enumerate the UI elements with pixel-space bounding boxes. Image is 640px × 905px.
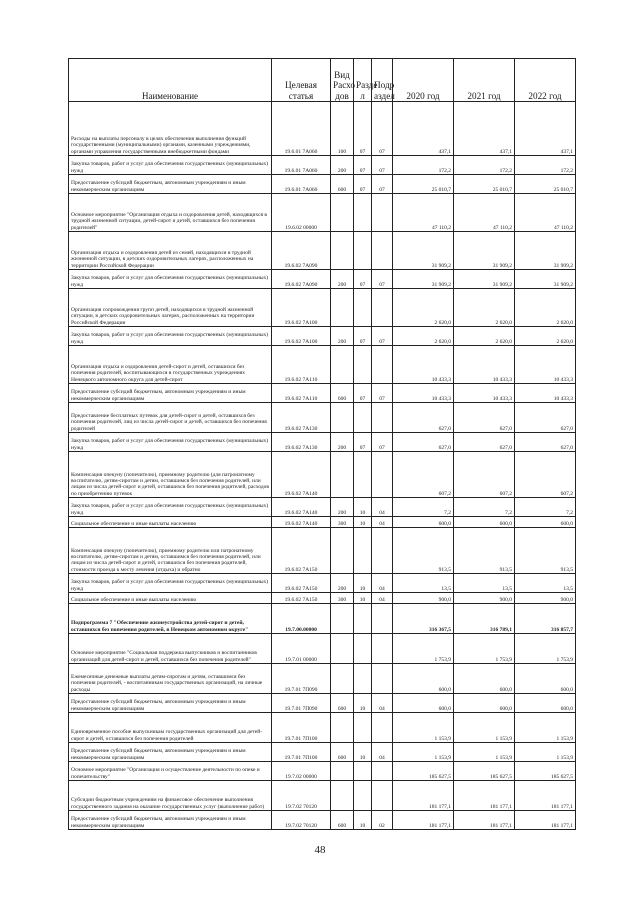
row-value-2020: 47 110,2 bbox=[393, 194, 454, 232]
row-value-2020: 31 909,2 bbox=[393, 232, 454, 270]
row-value-2022: 7,2 bbox=[515, 498, 576, 517]
row-subsection: 04 bbox=[372, 498, 393, 517]
row-value-2022: 600,0 bbox=[515, 517, 576, 528]
table-row bbox=[69, 403, 576, 433]
row-expense-type: 200 bbox=[331, 156, 354, 175]
table-row bbox=[69, 762, 576, 781]
row-target-article: 19.6.02 7А090 bbox=[272, 232, 331, 270]
row-value-2022: 316 857,7 bbox=[515, 604, 576, 634]
row-target-article: 19.6.02 7А130 bbox=[272, 403, 331, 433]
row-value-2022: 10 433,3 bbox=[515, 346, 576, 384]
row-subsection bbox=[372, 762, 393, 781]
table-row bbox=[69, 634, 576, 664]
table-row bbox=[69, 811, 576, 830]
row-value-2022: 13,5 bbox=[515, 574, 576, 593]
row-target-article: 19.6.02 7А140 bbox=[272, 517, 331, 528]
table-row bbox=[69, 574, 576, 593]
row-expense-type: 600 bbox=[331, 743, 354, 762]
row-subsection bbox=[372, 713, 393, 743]
row-value-2022: 31 909,2 bbox=[515, 232, 576, 270]
row-section bbox=[354, 452, 372, 498]
row-section: 07 bbox=[354, 175, 372, 194]
header-year-2022: 2022 год bbox=[515, 59, 576, 102]
row-name: Предоставление субсидий бюджетным, автономным учреждениям и иным некоммерческим организациям bbox=[69, 743, 272, 762]
row-subsection bbox=[372, 194, 393, 232]
row-name: Закупка товаров, работ и услуг для обеспечения государственных (муниципальных) нужд bbox=[69, 498, 272, 517]
row-value-2021: 913,5 bbox=[454, 528, 515, 574]
row-value-2022: 25 010,7 bbox=[515, 175, 576, 194]
table-row bbox=[69, 517, 576, 528]
row-expense-type: 200 bbox=[331, 270, 354, 289]
row-value-2022: 600,0 bbox=[515, 694, 576, 713]
row-name: Ежемесячные денежные выплаты детям-сиротам и детям, оставшимся без попечения родителей, - воспитанникам государственных организаций, на личные расходы bbox=[69, 664, 272, 694]
row-section: 10 bbox=[354, 743, 372, 762]
row-value-2020: 627,0 bbox=[393, 433, 454, 452]
header-year-2020: 2020 год bbox=[393, 59, 454, 102]
row-value-2022: 1 153,9 bbox=[515, 713, 576, 743]
row-value-2021: 316 789,1 bbox=[454, 604, 515, 634]
row-subsection bbox=[372, 781, 393, 811]
row-value-2020: 607,2 bbox=[393, 452, 454, 498]
row-value-2022: 1 753,9 bbox=[515, 634, 576, 664]
row-section bbox=[354, 781, 372, 811]
row-expense-type bbox=[331, 403, 354, 433]
header-expense-type: Вид Расхо дов bbox=[331, 59, 354, 102]
table-row bbox=[69, 175, 576, 194]
row-target-article: 19.6.02 00000 bbox=[272, 194, 331, 232]
row-name: Закупка товаров, работ и услуг для обеспечения государственных (муниципальных) нужд bbox=[69, 574, 272, 593]
row-name: Закупка товаров, работ и услуг для обеспечения государственных (муниципальных) нужд bbox=[69, 433, 272, 452]
row-value-2021: 31 909,2 bbox=[454, 270, 515, 289]
row-name: Предоставление субсидий бюджетным, автономным учреждениям и иным некоммерческим организациям bbox=[69, 175, 272, 194]
table-row bbox=[69, 289, 576, 327]
row-value-2020: 600,0 bbox=[393, 517, 454, 528]
row-name: Единовременное пособие выпускникам государственных организаций для детей-сирот и детей, оставшихся без попечения родителей bbox=[69, 713, 272, 743]
row-expense-type: 200 bbox=[331, 433, 354, 452]
row-value-2020: 10 433,3 bbox=[393, 384, 454, 403]
row-subsection: 07 bbox=[372, 175, 393, 194]
row-subsection: 04 bbox=[372, 593, 393, 604]
row-section bbox=[354, 604, 372, 634]
row-target-article: 19.6.02 7А110 bbox=[272, 346, 331, 384]
row-value-2020: 900,0 bbox=[393, 593, 454, 604]
row-name: Предоставление субсидий бюджетным, автономным учреждениям и иным некоммерческим организациям bbox=[69, 384, 272, 403]
row-value-2021: 1 153,9 bbox=[454, 743, 515, 762]
row-value-2022: 2 620,0 bbox=[515, 289, 576, 327]
row-name: Предоставление субсидий бюджетным, автономным учреждениям и иным некоммерческим организациям bbox=[69, 811, 272, 830]
header-name: Наименование bbox=[69, 59, 272, 102]
row-section: 10 bbox=[354, 574, 372, 593]
row-value-2021: 600,0 bbox=[454, 694, 515, 713]
row-expense-type: 200 bbox=[331, 498, 354, 517]
row-target-article: 19.6.02 7А100 bbox=[272, 289, 331, 327]
row-subsection bbox=[372, 403, 393, 433]
row-target-article: 19.7.01 7П090 bbox=[272, 664, 331, 694]
row-value-2020: 13,5 bbox=[393, 574, 454, 593]
row-section: 07 bbox=[354, 433, 372, 452]
table-row bbox=[69, 593, 576, 604]
row-expense-type bbox=[331, 289, 354, 327]
row-subsection bbox=[372, 346, 393, 384]
row-target-article: 19.6.01 7А060 bbox=[272, 156, 331, 175]
row-value-2022: 172,2 bbox=[515, 156, 576, 175]
row-section: 07 bbox=[354, 384, 372, 403]
row-value-2020: 1 153,9 bbox=[393, 743, 454, 762]
row-value-2022: 2 620,0 bbox=[515, 327, 576, 346]
row-value-2021: 10 433,3 bbox=[454, 384, 515, 403]
row-expense-type: 600 bbox=[331, 384, 354, 403]
row-value-2022: 607,2 bbox=[515, 452, 576, 498]
row-name: Предоставление бесплатных путевок для детей-сирот и детей, оставшихся без попечения родителей, лиц из числа детей-сирот и детей, оставшихся без попечения родителей bbox=[69, 403, 272, 433]
row-value-2022: 600,0 bbox=[515, 664, 576, 694]
row-value-2021: 181 177,1 bbox=[454, 781, 515, 811]
row-expense-type bbox=[331, 713, 354, 743]
row-value-2021: 7,2 bbox=[454, 498, 515, 517]
row-value-2022: 47 110,2 bbox=[515, 194, 576, 232]
table-row bbox=[69, 433, 576, 452]
row-target-article: 19.7.02 00000 bbox=[272, 762, 331, 781]
row-section bbox=[354, 346, 372, 384]
row-expense-type: 600 bbox=[331, 694, 354, 713]
row-section: 07 bbox=[354, 270, 372, 289]
row-section bbox=[354, 194, 372, 232]
row-section: 10 bbox=[354, 498, 372, 517]
row-subsection bbox=[372, 528, 393, 574]
row-expense-type: 600 bbox=[331, 811, 354, 830]
row-value-2020: 7,2 bbox=[393, 498, 454, 517]
row-value-2020: 600,0 bbox=[393, 664, 454, 694]
table-row bbox=[69, 743, 576, 762]
row-subsection: 04 bbox=[372, 574, 393, 593]
table-row bbox=[69, 327, 576, 346]
row-target-article: 19.6.02 7А100 bbox=[272, 327, 331, 346]
row-value-2022: 181 177,1 bbox=[515, 811, 576, 830]
row-name: Организация отдыха и оздоровления детей из семей, находящихся в трудной жизненной ситуации, в детских оздоровительных лагерях, расположенных на территории Российской Федерации bbox=[69, 232, 272, 270]
row-value-2020: 181 177,1 bbox=[393, 811, 454, 830]
row-value-2022: 913,5 bbox=[515, 528, 576, 574]
row-name: Закупка товаров, работ и услуг для обеспечения государственных (муниципальных) нужд bbox=[69, 327, 272, 346]
row-section bbox=[354, 528, 372, 574]
row-name: Компенсация опекуну (попечителю), приемному родителю или патронатному воспитателю, детям-сиротам и детям, оставшимся без попечения родителей, или лицам из числа детей-сирот и детей, оставшихся без попечения родителей, стоимости проезда к месту лечения (отдыха) и обратно bbox=[69, 528, 272, 574]
row-value-2020: 316 367,5 bbox=[393, 604, 454, 634]
table-row bbox=[69, 156, 576, 175]
row-value-2021: 627,0 bbox=[454, 403, 515, 433]
row-value-2020: 10 433,3 bbox=[393, 346, 454, 384]
row-expense-type: 300 bbox=[331, 593, 354, 604]
row-section bbox=[354, 664, 372, 694]
row-target-article: 19.6.02 7А130 bbox=[272, 433, 331, 452]
table-row bbox=[69, 694, 576, 713]
budget-table-container bbox=[68, 58, 575, 830]
table-header-row bbox=[69, 59, 576, 102]
row-expense-type bbox=[331, 346, 354, 384]
header-subsection: Подр аздел bbox=[372, 59, 393, 102]
row-subsection bbox=[372, 232, 393, 270]
row-value-2020: 600,0 bbox=[393, 694, 454, 713]
row-name: Организация сопровождения групп детей, находящихся в трудной жизненной ситуации, в детских оздоровительных лагерях, расположенных на территории Российской Федерации bbox=[69, 289, 272, 327]
row-target-article: 19.6.02 7А140 bbox=[272, 452, 331, 498]
row-target-article: 19.7.01 7П090 bbox=[272, 694, 331, 713]
row-target-article: 19.7.01 7П100 bbox=[272, 743, 331, 762]
row-value-2021: 1 153,9 bbox=[454, 713, 515, 743]
row-subsection bbox=[372, 664, 393, 694]
row-expense-type bbox=[331, 762, 354, 781]
row-name: Основное мероприятие "Организация отдыха и оздоровления детей, находящихся в трудной жизненной ситуации, детей-сирот и детей, оставшихся без попечения родителей" bbox=[69, 194, 272, 232]
row-expense-type bbox=[331, 781, 354, 811]
row-target-article: 19.7.02 70120 bbox=[272, 781, 331, 811]
row-subsection: 02 bbox=[372, 811, 393, 830]
row-value-2020: 172,2 bbox=[393, 156, 454, 175]
row-section: 10 bbox=[354, 811, 372, 830]
row-name: Подпрограмма 7 "Обеспечение жизнеустройства детей-сирот и детей, оставшихся без попечения родителей, в Ненецком автономном округе" bbox=[69, 604, 272, 634]
row-expense-type bbox=[331, 604, 354, 634]
row-subsection: 07 bbox=[372, 384, 393, 403]
row-value-2021: 437,1 bbox=[454, 102, 515, 156]
row-value-2020: 25 010,7 bbox=[393, 175, 454, 194]
row-section: 10 bbox=[354, 694, 372, 713]
row-section: 07 bbox=[354, 327, 372, 346]
table-row bbox=[69, 498, 576, 517]
row-value-2022: 627,0 bbox=[515, 433, 576, 452]
row-subsection: 04 bbox=[372, 517, 393, 528]
row-section bbox=[354, 289, 372, 327]
row-name: Основное мероприятие "Организация и осуществление деятельности по опеке и попечительству" bbox=[69, 762, 272, 781]
row-section bbox=[354, 762, 372, 781]
row-expense-type bbox=[331, 452, 354, 498]
row-expense-type bbox=[331, 634, 354, 664]
row-target-article: 19.7.00.00000 bbox=[272, 604, 331, 634]
row-subsection: 07 bbox=[372, 327, 393, 346]
row-name: Основное мероприятие "Социальная поддержка выпускников и воспитанников организаций для детей-сирот и детей, оставшихся без попечения родителей" bbox=[69, 634, 272, 664]
page-number: 48 bbox=[314, 844, 326, 856]
row-value-2020: 185 627,5 bbox=[393, 762, 454, 781]
row-value-2021: 13,5 bbox=[454, 574, 515, 593]
row-expense-type bbox=[331, 664, 354, 694]
row-value-2021: 25 010,7 bbox=[454, 175, 515, 194]
row-target-article: 19.6.01 7А060 bbox=[272, 102, 331, 156]
row-section bbox=[354, 232, 372, 270]
row-subsection: 07 bbox=[372, 156, 393, 175]
row-subsection: 07 bbox=[372, 433, 393, 452]
row-expense-type: 100 bbox=[331, 102, 354, 156]
row-value-2021: 172,2 bbox=[454, 156, 515, 175]
row-value-2021: 185 627,5 bbox=[454, 762, 515, 781]
row-name: Компенсация опекуну (попечителю), приемному родителю (для патронатному воспитателю, детям-сиротам и детям, оставшимся без попечения родителей, или лицам из числа детей-сирот и детей, оставшихся без попечения родителей, расходов по приобретению путевок bbox=[69, 452, 272, 498]
row-value-2022: 437,1 bbox=[515, 102, 576, 156]
row-subsection: 07 bbox=[372, 102, 393, 156]
table-row bbox=[69, 384, 576, 403]
table-row bbox=[69, 713, 576, 743]
row-section: 07 bbox=[354, 102, 372, 156]
row-target-article: 19.7.01 00000 bbox=[272, 634, 331, 664]
row-expense-type: 300 bbox=[331, 517, 354, 528]
row-section bbox=[354, 713, 372, 743]
row-name: Расходы на выплаты персоналу в целях обеспечения выполнения функций государственными (муниципальными) органами, казенными учреждениями, органами управления государственными внебюджетными фондами bbox=[69, 102, 272, 156]
row-expense-type bbox=[331, 194, 354, 232]
row-subsection bbox=[372, 604, 393, 634]
table-body bbox=[69, 102, 576, 830]
row-value-2020: 913,5 bbox=[393, 528, 454, 574]
row-name: Организация отдыха и оздоровления детей-сирот и детей, оставшихся без попечения родителей, воспитывающихся в государственных учреждениях Ненецкого автономного округа для детей-сирот bbox=[69, 346, 272, 384]
row-value-2020: 1 753,9 bbox=[393, 634, 454, 664]
row-section: 07 bbox=[354, 156, 372, 175]
budget-table bbox=[68, 58, 576, 830]
row-value-2022: 31 909,2 bbox=[515, 270, 576, 289]
row-name: Социальное обеспечение и иные выплаты населению bbox=[69, 517, 272, 528]
row-value-2021: 10 433,3 bbox=[454, 346, 515, 384]
row-value-2020: 2 620,0 bbox=[393, 327, 454, 346]
row-expense-type: 600 bbox=[331, 175, 354, 194]
row-value-2020: 1 153,9 bbox=[393, 713, 454, 743]
row-subsection bbox=[372, 289, 393, 327]
header-target-article: Целевая статья bbox=[272, 59, 331, 102]
row-name: Закупка товаров, работ и услуг для обеспечения государственных (муниципальных) нужд bbox=[69, 156, 272, 175]
table-row bbox=[69, 781, 576, 811]
row-target-article: 19.6.01 7А060 bbox=[272, 175, 331, 194]
row-value-2021: 600,0 bbox=[454, 517, 515, 528]
row-subsection bbox=[372, 634, 393, 664]
row-target-article: 19.6.02 7А090 bbox=[272, 270, 331, 289]
row-value-2021: 31 909,2 bbox=[454, 232, 515, 270]
row-name: Субсидии бюджетным учреждениям на финансовое обеспечение выполнения государственного задания на оказание государственных услуг (выполнение работ) bbox=[69, 781, 272, 811]
row-value-2021: 900,0 bbox=[454, 593, 515, 604]
row-value-2022: 900,0 bbox=[515, 593, 576, 604]
row-subsection bbox=[372, 452, 393, 498]
row-target-article: 19.7.01 7П100 bbox=[272, 713, 331, 743]
row-value-2021: 2 620,0 bbox=[454, 289, 515, 327]
table-row bbox=[69, 102, 576, 156]
row-target-article: 19.6.02 7А150 bbox=[272, 528, 331, 574]
row-value-2021: 2 620,0 bbox=[454, 327, 515, 346]
row-expense-type: 200 bbox=[331, 574, 354, 593]
table-row bbox=[69, 452, 576, 498]
table-row bbox=[69, 528, 576, 574]
row-subsection: 04 bbox=[372, 743, 393, 762]
row-value-2021: 600,0 bbox=[454, 664, 515, 694]
table-row bbox=[69, 232, 576, 270]
table-row bbox=[69, 604, 576, 634]
row-target-article: 19.7.02 70120 bbox=[272, 811, 331, 830]
row-value-2021: 607,2 bbox=[454, 452, 515, 498]
row-value-2021: 47 110,2 bbox=[454, 194, 515, 232]
row-expense-type bbox=[331, 528, 354, 574]
row-target-article: 19.6.02 7А140 bbox=[272, 498, 331, 517]
row-value-2022: 185 627,5 bbox=[515, 762, 576, 781]
row-expense-type: 200 bbox=[331, 327, 354, 346]
row-value-2022: 627,0 bbox=[515, 403, 576, 433]
row-value-2021: 1 753,9 bbox=[454, 634, 515, 664]
header-section: Разде л bbox=[354, 59, 372, 102]
table-row bbox=[69, 270, 576, 289]
row-target-article: 19.6.02 7А110 bbox=[272, 384, 331, 403]
row-value-2020: 181 177,1 bbox=[393, 781, 454, 811]
header-year-2021: 2021 год bbox=[454, 59, 515, 102]
row-value-2022: 181 177,1 bbox=[515, 781, 576, 811]
row-expense-type bbox=[331, 232, 354, 270]
table-row bbox=[69, 194, 576, 232]
row-section: 10 bbox=[354, 593, 372, 604]
row-target-article: 19.6.02 7А150 bbox=[272, 593, 331, 604]
row-section bbox=[354, 403, 372, 433]
table-row bbox=[69, 664, 576, 694]
table-row bbox=[69, 346, 576, 384]
row-value-2020: 31 909,2 bbox=[393, 270, 454, 289]
row-subsection: 07 bbox=[372, 270, 393, 289]
row-value-2021: 627,0 bbox=[454, 433, 515, 452]
row-value-2020: 2 620,0 bbox=[393, 289, 454, 327]
row-value-2021: 181 177,1 bbox=[454, 811, 515, 830]
row-name: Закупка товаров, работ и услуг для обеспечения государственных (муниципальных) нужд bbox=[69, 270, 272, 289]
row-section: 10 bbox=[354, 517, 372, 528]
row-value-2020: 627,0 bbox=[393, 403, 454, 433]
row-section bbox=[354, 634, 372, 664]
row-value-2022: 1 153,9 bbox=[515, 743, 576, 762]
row-value-2020: 437,1 bbox=[393, 102, 454, 156]
row-target-article: 19.6.02 7А150 bbox=[272, 574, 331, 593]
row-name: Предоставление субсидий бюджетным, автономным учреждениям и иным некоммерческим организациям bbox=[69, 694, 272, 713]
row-subsection: 04 bbox=[372, 694, 393, 713]
row-name: Социальное обеспечение и иные выплаты населению bbox=[69, 593, 272, 604]
row-value-2022: 10 433,3 bbox=[515, 384, 576, 403]
